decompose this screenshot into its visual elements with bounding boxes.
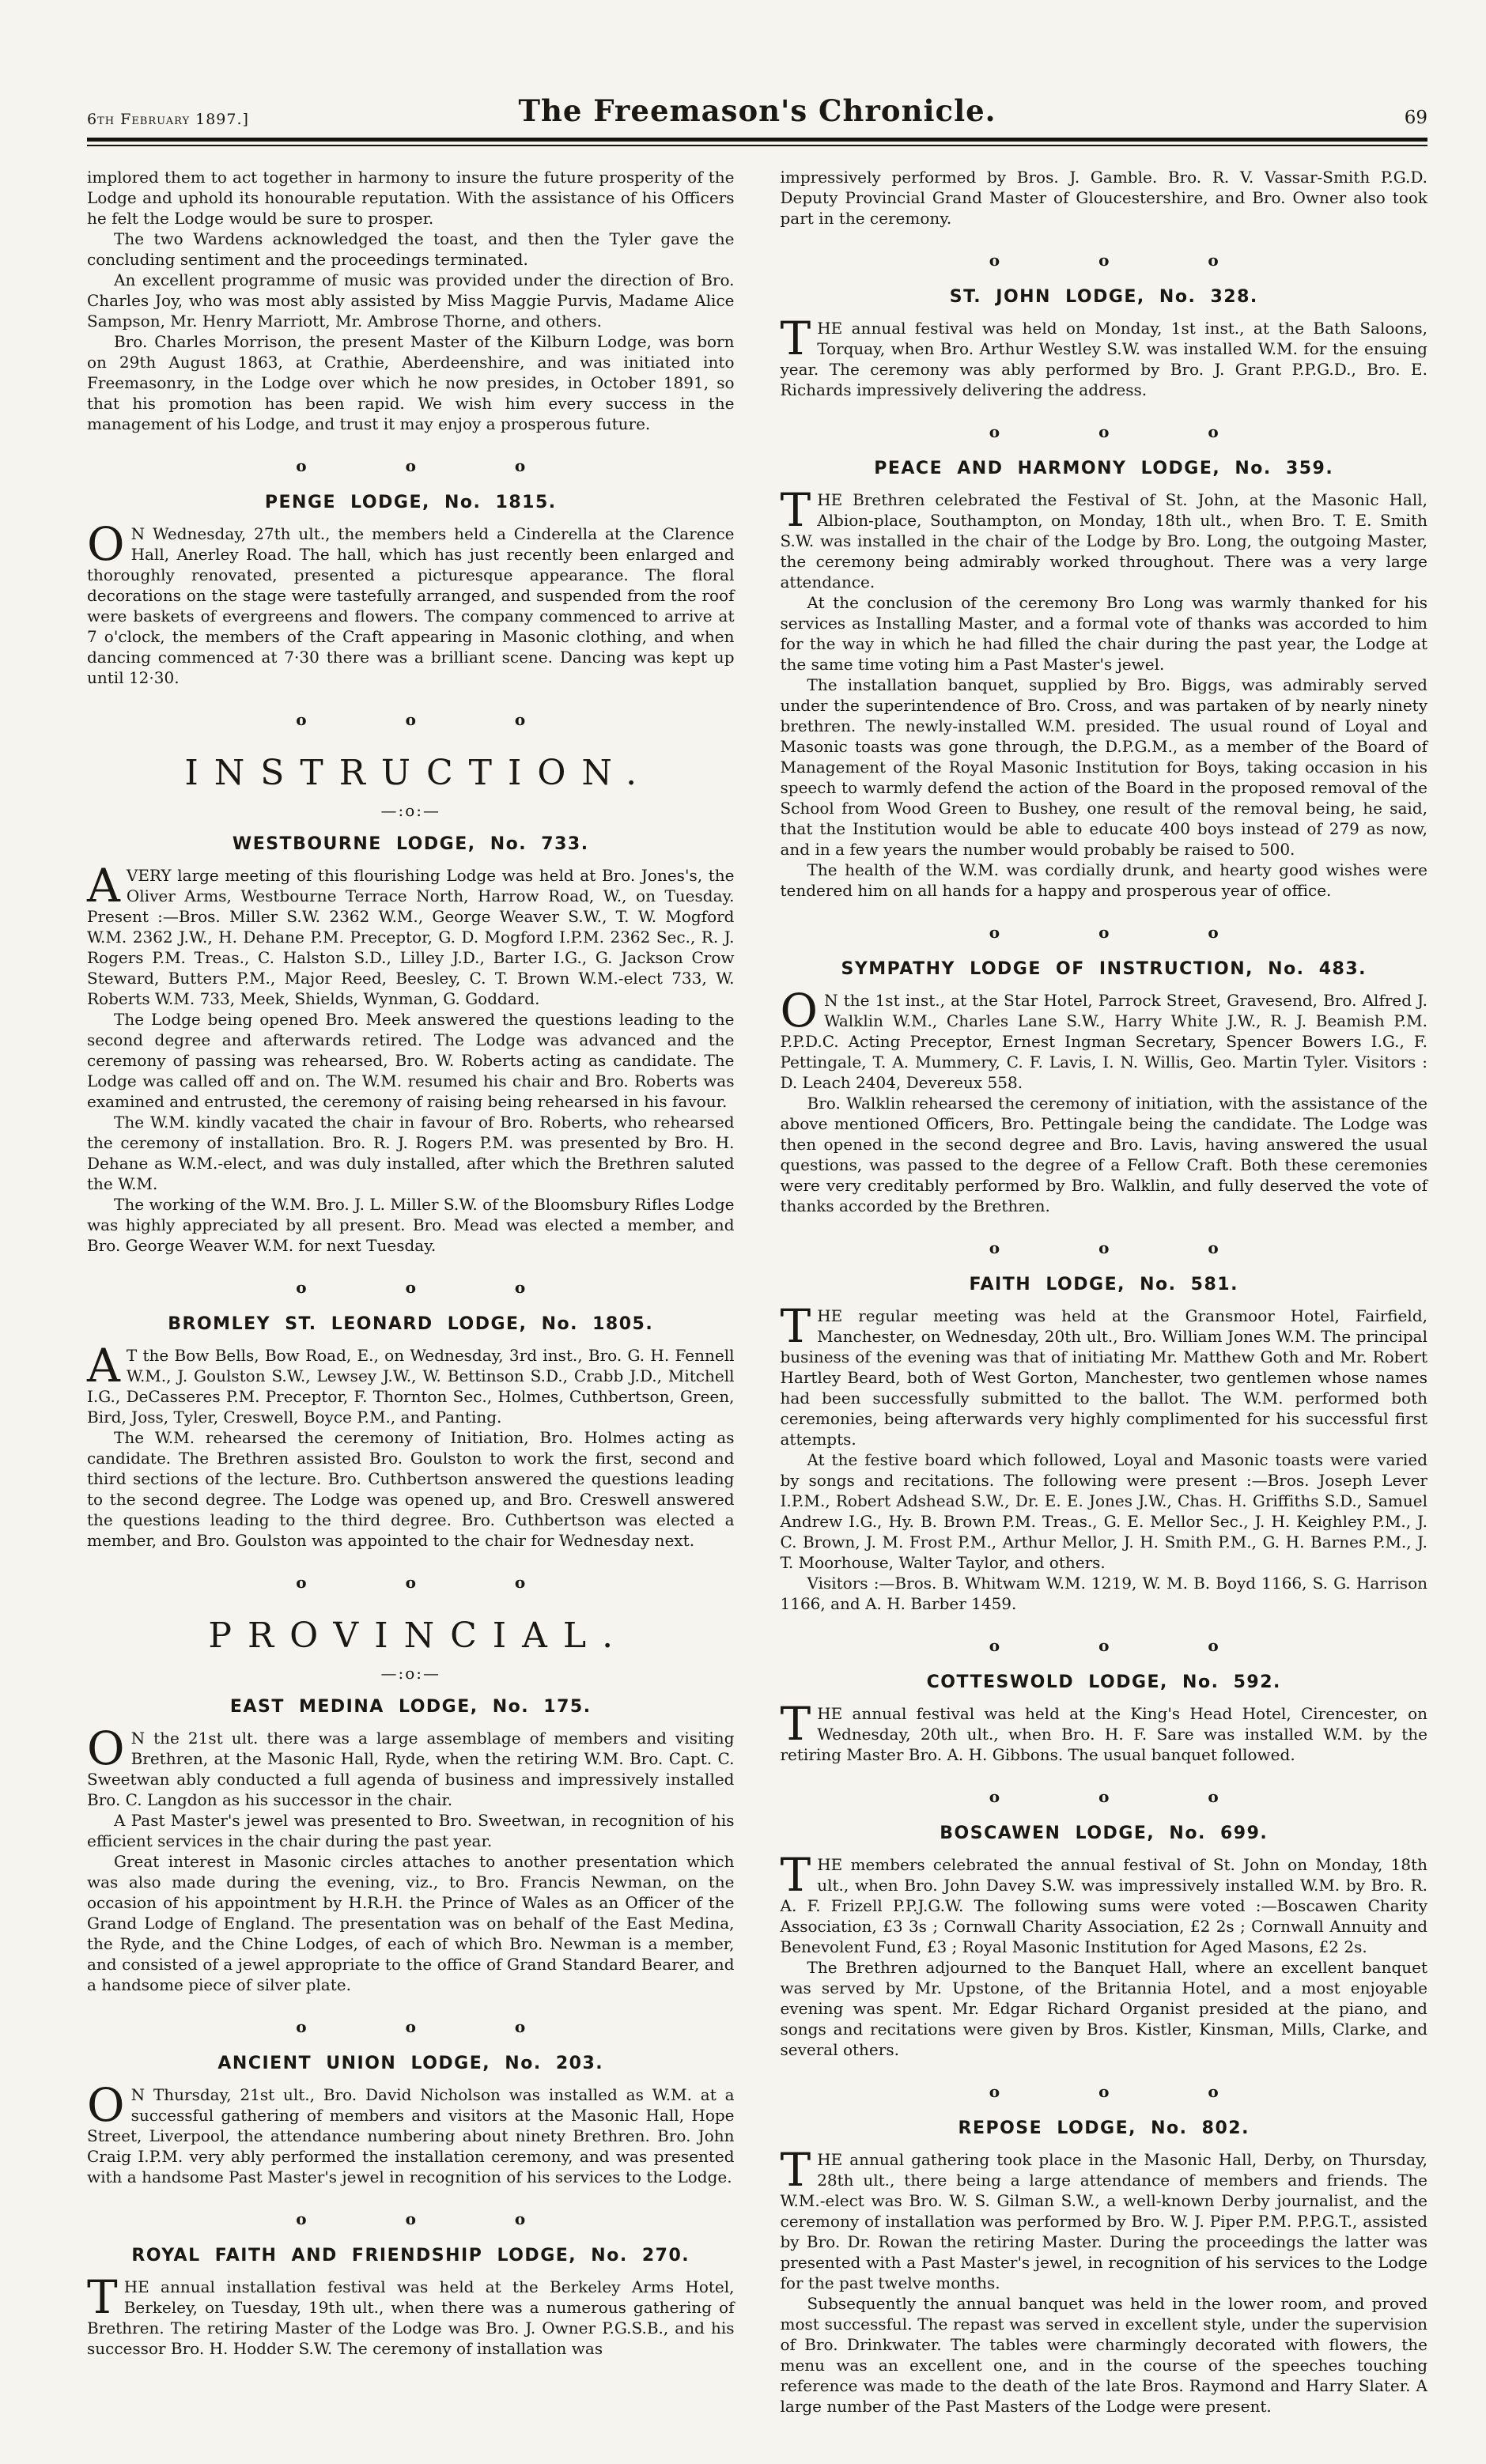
article-separator: o o o <box>989 251 1219 270</box>
drop-cap: T <box>780 1299 811 1353</box>
paragraph: O N the 1st inst., at the Star Hotel, Parrock Street, Gravesend, Bro. Alfred J. Walklin W.M., Charles Lane S.W., Harry White J.W., R. J. Beamish P.M. P.P.D.C. Acting Preceptor, Ernest Ingman Secretary, Spencer Bowers I.G., F. Pettingale, T. A. Mummery, C. F. Lavis, I. N. Willis, Geo. Martin Tyler. Visitors : D. Leach 2404, Devereux 558. <box>780 984 1427 1092</box>
page-number: 69 <box>1404 108 1427 128</box>
paragraph: AVERY large meeting of this flourishing Lodge was held at Bro. Jones's, the Oliver Arms, Westbourne Terrace North, Harrow Road, W., on Tuesday. Present :—Bros. Miller S.W. 2362 W.M., George Weaver S.W., T. W. Mogford W.M. 2362 J.W., H. Dehane P.M. Preceptor, G. D. Mogford I.P.M. 2362 Sec., R. J. Rogers P.M. Treas., C. Halston S.D., Lilley J.D., Barter I.G., G. Jackson Crow Steward, Butters P.M., Major Reed, Beesley, C. T. Brown W.M.-elect 733, W. Roberts W.M. 733, Meek, Shields, Wynman, G. Goddard. <box>87 859 735 1008</box>
section-ornament: —:o:— <box>380 801 441 820</box>
columns <box>87 167 1427 2417</box>
paragraph: The working of the W.M. Bro. J. L. Miller S.W. of the Bloomsbury Rifles Lodge was highly appreciated by all present. Bro. Mead was elected a member, and Bro. George Weaver W.M. for next Tuesday. <box>87 1195 735 1255</box>
article <box>781 287 1428 400</box>
drop-cap: T <box>780 1848 811 1902</box>
article-separator: o o o <box>989 923 1219 942</box>
article <box>87 2246 735 2359</box>
article-heading: REPOSE LODGE, No. 802. <box>958 2118 1250 2138</box>
paragraph: implored them to act together in harmony to insure the future prosperity of the Lodge and uphold its honourable reputation. With the assistance of his Officers he felt the Lodge would be sure to prosper. <box>87 168 735 228</box>
paragraph: Bro. Charles Morrison, the present Master of the Kilburn Lodge, was born on 29th August 1863, at Crathie, Aberdeenshire, and was initiated into Freemasonry, in the Lodge over which he now presides, in October 1891, so that his promotion has been rapid. We wish him every success in the management of his Lodge, and trust it may enjoy a prosperous future. <box>87 332 735 433</box>
header-rule <box>87 138 1427 146</box>
article <box>87 1697 735 1995</box>
paragraph: Visitors :—Bros. B. Whitwam W.M. 1219, W. M. B. Boyd 1166, S. G. Harrison 1166, and A. H. Barber 1459. <box>780 1574 1427 1613</box>
paragraph: The W.M. kindly vacated the chair in favour of Bro. Roberts, who rehearsed the ceremony of installation. Bro. R. J. Rogers P.M. was presented by Bro. H. Dehane as W.M.-elect, and was duly installed, after which the Brethren saluted the W.M. <box>87 1113 735 1193</box>
paragraph: The two Wardens acknowledged the toast, and then the Tyler gave the concluding sentiment and the proceedings terminated. <box>87 229 735 269</box>
drop-cap: T <box>87 2270 118 2324</box>
drop-cap: O <box>87 2078 125 2132</box>
drop-cap: O <box>87 1721 125 1775</box>
paragraph: Subsequently the annual banquet was held in the lower room, and proved most successful. The repast was served in excellent style, under the supervision of Bro. Drinkwater. The tables were charmingly decorated with flowers, the menu was an excellent one, and in the course of the speeches touching reference was made to the death of the late Bros. Raymond and Harry Slater. A large number of the Past Masters of the Lodge were present. <box>780 2294 1427 2416</box>
article-heading: PEACE AND HARMONY LODGE, No. 359. <box>874 459 1334 478</box>
paragraph: At the conclusion of the ceremony Bro Long was warmly thanked for his services as Installing Master, and a formal vote of thanks was accorded to him for the way in which he had filled the chair during the past year, the Lodge at the same time voting him a Past Master's jewel. <box>780 593 1427 674</box>
article <box>781 459 1428 901</box>
drop-cap: O <box>87 517 125 571</box>
article-separator: o o o <box>296 456 526 475</box>
drop-cap: O <box>780 984 819 1037</box>
article-continuation <box>87 167 735 434</box>
article <box>87 2054 735 2187</box>
paragraph: THE annual gathering took place in the Masonic Hall, Derby, on Thursday, 28th ult., there being a large attendance of members and friends. The W.M.-elect was Bro. W. S. Gilman S.W., a well-known Derby journalist, and the ceremony of installation was performed by Bro. W. J. Piper P.M. P.P.G.T., assisted by Bro. Dr. Rowan the retiring Master. During the proceedings the latter was presented with a Past Master's jewel, in recognition of his services to the Lodge for the past twelve months. <box>780 2143 1427 2292</box>
drop-cap: A <box>87 859 120 913</box>
paragraph: O N the 21st ult. there was a large assemblage of members and visiting Brethren, at the Masonic Hall, Ryde, when the retiring W.M. Bro. Capt. C. Sweetwan ably conducted a full agenda of business and impressively installed Bro. C. Langdon as his successor in the chair. <box>87 1721 735 1809</box>
paragraph: The Brethren adjourned to the Banquet Hall, where an excellent banquet was served by Mr. Upstone, of the Britannia Hotel, and a most enjoyable evening was spent. Mr. Edgar Richard Organist presided at the piano, and songs and recitations were given by Bros. Kistler, Kinsman, Mills, Clarke, and several others. <box>780 1958 1427 2059</box>
article <box>87 493 735 688</box>
header-rule-thin <box>87 145 1427 146</box>
paragraph: THE annual festival was held at the King's Head Hotel, Cirencester, on Wednesday, 20th ult., when Bro. H. F. Sare was installed W.M. by the retiring Master Bro. A. H. Gibbons. The usual banquet followed. <box>780 1697 1427 1764</box>
issue-date: 6th February 1897.] <box>87 111 249 128</box>
article <box>781 2118 1428 2417</box>
drop-cap: A <box>87 1339 120 1393</box>
section-heading: PROVINCIAL. <box>208 1616 630 1656</box>
article-separator: o o o <box>989 422 1219 441</box>
article-heading: ANCIENT UNION LODGE, No. 203. <box>217 2054 604 2073</box>
article-heading: PENGE LODGE, No. 1815. <box>264 493 557 512</box>
section-ornament: —:o:— <box>380 1664 441 1683</box>
paragraph: THE regular meeting was held at the Gransmoor Hotel, Fairfield, Manchester, on Wednesday, 20th ult., Bro. William Jones W.M. The principal business of the evening was that of initiating Mr. Matthew Goth and Mr. Robert Hartley Beard, both of West Gorton, Manchester, two gentlemen whose names had been successfully submitted to the ballot. The W.M. performed both ceremonies, being afterwards very highly complimented for his successful first attempts. <box>780 1299 1427 1449</box>
page-header <box>87 93 1427 128</box>
article-separator: o o o <box>989 1636 1219 1655</box>
masthead-title: The Freemason's Chronicle. <box>518 93 996 128</box>
article-separator: o o o <box>296 2017 526 2036</box>
article-separator: o o o <box>989 1238 1219 1257</box>
paragraph: At the festive board which followed, Loyal and Masonic toasts were varied by songs and recitations. The following were present :—Bros. Joseph Lever I.P.M., Robert Adshead S.W., Dr. E. E. Jones J.W., Chas. H. Griffiths S.D., Samuel Andrew I.G., Hy. B. Brown P.M. Treas., G. E. Mellor Sec., J. H. Keighley P.M., J. C. Brown, J. M. Frost P.M., Arthur Mellor, J. H. Smith P.M., G. H. Barnes P.M., J. T. Moorhouse, Walter Taylor, and others. <box>780 1450 1427 1572</box>
section-heading: INSTRUCTION. <box>184 753 653 793</box>
left-column <box>87 167 735 2417</box>
header-rule-thick <box>87 138 1427 142</box>
article-separator: o o o <box>296 710 526 729</box>
article-continuation <box>781 167 1428 229</box>
paragraph: A Past Master's jewel was presented to Bro. Sweetwan, in recognition of his efficient services in the chair during the past year. <box>87 1811 735 1850</box>
paragraph: A T the Bow Bells, Bow Road, E., on Wednesday, 3rd inst., Bro. G. H. Fennell W.M., J. Goulston S.W., Lewsey J.W., W. Bettinson S.D., Crabb J.D., Mitchell I.G., DeCasseres P.M. Preceptor, F. Thornton Sec., Holmes, Cuthbertson, Green, Bird, Joss, Tyler, Creswell, Boyce P.M., and Panting. <box>87 1339 735 1427</box>
article <box>781 1275 1428 1614</box>
paragraph: THE Brethren celebrated the Festival of St. John, at the Masonic Hall, Albion-place, Southampton, on Monday, 18th ult., when Bro. T. E. Smith S.W. was installed in the chair of the Lodge by Bro. Long, the outgoing Master, the ceremony being admirably worked throughout. There was a very large attendance. <box>780 483 1427 591</box>
article-heading: BROMLEY ST. LEONARD LODGE, No. 1805. <box>168 1314 654 1334</box>
article-separator: o o o <box>989 2082 1219 2101</box>
article-heading: BOSCAWEN LODGE, No. 699. <box>940 1823 1269 1843</box>
article <box>781 1672 1428 1765</box>
article-heading: EAST MEDINA LODGE, No. 175. <box>229 1697 592 1717</box>
article <box>87 1314 735 1551</box>
paragraph: The Lodge being opened Bro. Meek answered the questions leading to the second degree and afterwards retired. The Lodge was advanced and the ceremony of passing was rehearsed, Bro. W. Roberts acting as candidate. The Lodge was called off and on. The W.M. resumed his chair and Bro. Roberts was examined and entrusted, the ceremony of raising being rehearsed in his favour. <box>87 1010 735 1111</box>
article-separator: o o o <box>296 1573 526 1592</box>
paragraph: O N Thursday, 21st ult., Bro. David Nicholson was installed as W.M. at a successful gathering of members and visitors at the Masonic Hall, Hope Street, Liverpool, the attendance numbering about ninety Brethren. Bro. John Craig I.P.M. very ably performed the installation ceremony, and was presented with a handsome Past Master's jewel in recognition of his services to the Lodge. <box>87 2078 735 2186</box>
paragraph: THE members celebrated the annual festival of St. John on Monday, 18th ult., when Bro. John Davey S.W. was impressively installed W.M. by Bro. R. A. F. Frizell P.P.J.G.W. The following sums were voted :—Boscawen Charity Association, £3 3s ; Cornwall Charity Association, £2 2s ; Cornwall Annuity and Benevolent Fund, £3 ; Royal Masonic Institution for Aged Masons, £2 2s. <box>780 1848 1427 1956</box>
paragraph: Great interest in Masonic circles attaches to another presentation which was also made during the evening, viz., to Bro. Francis Newman, on the occasion of his appointment by H.R.H. the Prince of Wales as an Officer of the Grand Lodge of England. The presentation was on behalf of the East Medina, the Ryde, and the Chine Lodges, of each of which Bro. Newman is a member, and consisted of a jewel appropriate to the office of Grand Standard Bearer, and a handsome piece of silver plate. <box>87 1852 735 1994</box>
article-heading: ST. JOHN LODGE, No. 328. <box>949 287 1258 307</box>
article-heading: WESTBOURNE LODGE, No. 733. <box>232 834 589 854</box>
article-separator: o o o <box>296 1278 526 1297</box>
article-heading: FAITH LODGE, No. 581. <box>969 1275 1238 1294</box>
paragraph: The W.M. rehearsed the ceremony of Initiation, Bro. Holmes acting as candidate. The Brethren assisted Bro. Goulston to work the first, second and third sections of the lecture. Bro. Cuthbertson answered the questions leading to the second degree. The Lodge was opened up, and Bro. Creswell answered the questions leading to the third degree. Bro. Cuthbertson was elected a member, and Bro. Goulston was appointed to the chair for Wednesday next. <box>87 1428 735 1550</box>
article-separator: o o o <box>296 2209 526 2228</box>
article <box>87 834 735 1256</box>
drop-cap: T <box>780 312 811 365</box>
article <box>781 1823 1428 2060</box>
paragraph: O N Wednesday, 27th ult., the members held a Cinderella at the Clarence Hall, Anerley Road. The hall, which has just recently been enlarged and thoroughly renovated, presented a picturesque appearance. The floral decorations on the stage were tastefully arranged, and suspended from the roof were baskets of evergreens and flowers. The company commenced to arrive at 7 o'clock, the members of the Craft appearing in Masonic clothing, and when dancing commenced at 7·30 there was a brilliant scene. Dancing was kept up until 12·30. <box>87 517 735 687</box>
drop-cap: T <box>780 483 811 537</box>
article-heading: COTTESWOLD LODGE, No. 592. <box>926 1672 1281 1692</box>
article-heading: ROYAL FAITH AND FRIENDSHIP LODGE, No. 270. <box>131 2246 690 2266</box>
paragraph: THE annual installation festival was held at the Berkeley Arms Hotel, Berkeley, on Tuesday, 19th ult., when there was a numerous gathering of Brethren. The retiring Master of the Lodge was Bro. J. Owner P.G.S.B., and his successor Bro. H. Hodder S.W. The ceremony of installation was <box>87 2270 735 2358</box>
paragraph: The installation banquet, supplied by Bro. Biggs, was admirably served under the superintendence of Bro. Cross, and was partaken of by nearly ninety brethren. The newly-installed W.M. presided. The usual round of Loyal and Masonic toasts was gone through, the D.P.G.M., as a member of the Board of Management of the Royal Masonic Institution for Boys, taking occasion in his speech to warmly defend the action of the Board in the proposed removal of the School from Wood Green to Bushey, one result of the removal being, he said, that the Institution would be able to educate 400 boys instead of 279 as now, and in a few years the number would probably be raised to 500. <box>780 675 1427 859</box>
paragraph: impressively performed by Bros. J. Gamble. Bro. R. V. Vassar-Smith P.G.D. Deputy Provincial Grand Master of Gloucestershire, and Bro. Owner also took part in the ceremony. <box>780 168 1427 228</box>
paragraph: An excellent programme of music was provided under the direction of Bro. Charles Joy, who was most ably assisted by Miss Maggie Purvis, Madame Alice Sampson, Mr. Henry Marriott, Mr. Ambrose Thorne, and others. <box>87 270 735 331</box>
article-heading: SYMPATHY LODGE OF INSTRUCTION, No. 483. <box>841 959 1367 979</box>
drop-cap: T <box>780 2143 811 2197</box>
paragraph: The health of the W.M. was cordially drunk, and hearty good wishes were tendered him on all hands for a happy and prosperous year of office. <box>780 860 1427 900</box>
article-separator: o o o <box>989 1787 1219 1806</box>
drop-cap: T <box>780 1697 811 1751</box>
right-column <box>781 167 1428 2417</box>
paragraph: Bro. Walklin rehearsed the ceremony of initiation, with the assistance of the above mentioned Officers, Bro. Pettingale being the candidate. The Lodge was then opened in the second degree and Bro. Lavis, having answered the usual questions, was passed to the degree of a Fellow Craft. Both these ceremonies were very creditably performed by Bro. Walklin, and fully deserved the vote of thanks accorded by the Brethren. <box>780 1094 1427 1215</box>
paragraph: THE annual festival was held on Monday, 1st inst., at the Bath Saloons, Torquay, when Bro. Arthur Westley S.W. was installed W.M. for the ensuing year. The ceremony was ably performed by Bro. J. Grant P.P.G.D., Bro. E. Richards impressively delivering the address. <box>780 312 1427 399</box>
article <box>781 959 1428 1216</box>
